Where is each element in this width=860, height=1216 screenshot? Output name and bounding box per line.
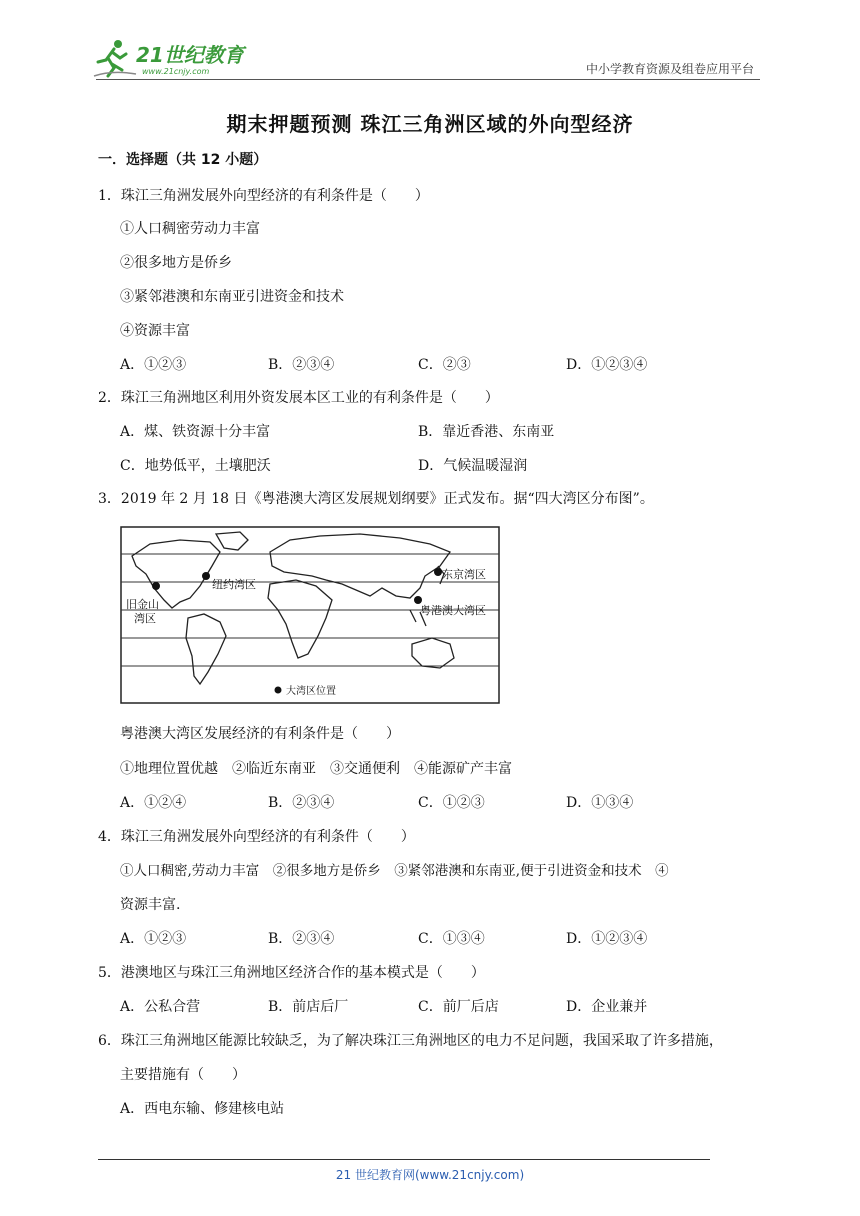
q4-option-b: B．②③④ xyxy=(268,931,335,947)
sf-bay-marker xyxy=(152,582,160,590)
sf-bay-label-2: 湾区 xyxy=(134,612,156,625)
q1-stem: 1．珠江三角洲发展外向型经济的有利条件是（ ） xyxy=(98,188,429,204)
legend-label: 大湾区位置 xyxy=(286,686,336,697)
footer-divider xyxy=(98,1159,710,1160)
q3-option-d: D．①③④ xyxy=(566,795,634,811)
q1-item: ②很多地方是侨乡 xyxy=(120,255,232,271)
q5-option-d: D．企业兼并 xyxy=(566,999,648,1015)
q4-items-line2: 资源丰富. xyxy=(120,897,181,913)
q5-option-c: C．前厂后店 xyxy=(418,999,499,1015)
q5-stem: 5．港澳地区与珠江三角洲地区经济合作的基本模式是（ ） xyxy=(98,965,485,981)
ny-bay-label: 纽约湾区 xyxy=(212,578,256,591)
bay-area-world-map xyxy=(120,526,500,704)
q4-stem: 4．珠江三角洲发展外向型经济的有利条件（ ） xyxy=(98,829,415,845)
logo-url: www.21cnjy.com xyxy=(142,67,210,76)
q3-option-b: B．②③④ xyxy=(268,795,335,811)
q1-option-d: D．①②③④ xyxy=(566,357,648,373)
q3-option-a: A．①②④ xyxy=(120,795,187,811)
q2-option-c: C．地势低平，土壤肥沃 xyxy=(120,458,271,474)
q1-option-b: B．②③④ xyxy=(268,357,335,373)
q4-option-a: A．①②③ xyxy=(120,931,187,947)
sf-bay-label: 旧金山 xyxy=(126,598,159,611)
legend-dot-icon xyxy=(275,687,282,694)
header-divider xyxy=(96,79,760,80)
q2-stem: 2．珠江三角洲地区利用外资发展本区工业的有利条件是（ ） xyxy=(98,390,499,406)
q2-option-b: B．靠近香港、东南亚 xyxy=(418,424,555,440)
q5-option-b: B．前店后厂 xyxy=(268,999,349,1015)
q6-option-a: A．西电东输、修建核电站 xyxy=(120,1101,285,1117)
platform-label: 中小学教育资源及组卷应用平台 xyxy=(585,62,754,76)
tokyo-bay-marker xyxy=(434,568,442,576)
q5-option-a: A．公私合营 xyxy=(120,999,201,1015)
q4-items-line1: ①人口稠密,劳动力丰富 ②很多地方是侨乡 ③紧邻港澳和东南亚,便于引进资金和技术 ④ xyxy=(120,863,669,879)
q1-item: ①人口稠密劳动力丰富 xyxy=(120,221,260,237)
q6-stem-line1: 6．珠江三角洲地区能源比较缺乏，为了解决珠江三角洲地区的电力不足问题，我国采取了许多措施， xyxy=(98,1033,723,1049)
q2-option-a: A．煤、铁资源十分丰富 xyxy=(120,424,271,440)
q6-stem-line2: 主要措施有（ ） xyxy=(120,1067,246,1083)
section-heading: 一．选择题（共 12 小题） xyxy=(98,152,268,168)
tokyo-bay-label: 东京湾区 xyxy=(442,568,486,581)
q3-option-c: C．①②③ xyxy=(418,795,485,811)
brand-logo xyxy=(92,36,262,80)
q2-option-d: D．气候温暖湿润 xyxy=(418,458,528,474)
logo-text: 21世纪教育 xyxy=(136,43,244,67)
q3-stem: 3．2019 年 2 月 18 日《粤港澳大湾区发展规划纲要》正式发布。据“四大湾区分布图”。 xyxy=(98,491,654,507)
q4-option-d: D．①②③④ xyxy=(566,931,648,947)
gba-marker xyxy=(414,596,422,604)
page-title: 期末押题预测 珠江三角洲区域的外向型经济 xyxy=(226,112,634,136)
q3-items: ①地理位置优越 ②临近东南亚 ③交通便利 ④能源矿产丰富 xyxy=(120,761,512,777)
gba-label: 粤港澳大湾区 xyxy=(420,604,486,617)
q1-item: ④资源丰富 xyxy=(120,323,190,339)
q1-option-a: A．①②③ xyxy=(120,357,187,373)
q4-option-c: C．①③④ xyxy=(418,931,485,947)
q1-item: ③紧邻港澳和东南亚引进资金和技术 xyxy=(120,289,344,305)
q1-option-c: C．②③ xyxy=(418,357,471,373)
footer-link[interactable]: 21 世纪教育网(www.21cnjy.com) xyxy=(335,1168,525,1182)
q3-sub-stem: 粤港澳大湾区发展经济的有利条件是（ ） xyxy=(120,726,400,742)
runner-icon xyxy=(94,40,136,76)
ny-bay-marker xyxy=(202,572,210,580)
